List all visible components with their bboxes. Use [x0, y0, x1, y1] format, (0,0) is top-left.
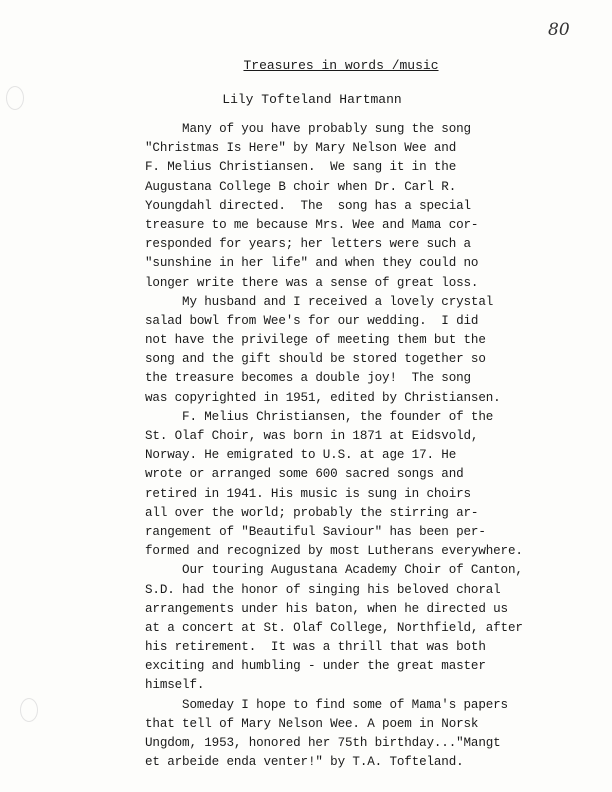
- text-line: et arbeide enda venter!" by T.A. Tofteland.: [145, 755, 464, 770]
- text-line: F. Melius Christiansen. We sang it in the: [145, 160, 457, 175]
- text-line: himself.: [145, 678, 205, 693]
- body-text: [145, 120, 600, 772]
- text-line: that tell of Mary Nelson Wee. A poem in Norsk: [145, 716, 479, 731]
- text-line: Many of you have probably sung the song: [145, 122, 471, 136]
- text-line: formed and recognized by most Lutherans everywhere.: [145, 544, 523, 559]
- text-line: "Christmas Is Here" by Mary Nelson Wee and: [145, 141, 457, 156]
- text-line: "sunshine in her life" and when they could no: [145, 256, 479, 271]
- text-line: F. Melius Christiansen, the founder of the: [145, 409, 494, 424]
- text-line: St. Olaf Choir, was born in 1871 at Eidsvold,: [145, 429, 479, 443]
- text-line: My husband and I received a lovely crystal: [145, 294, 494, 309]
- text-line: rangement of "Beautiful Saviour" has been per-: [145, 524, 486, 539]
- text-line: exciting and humbling - under the great master: [145, 659, 486, 674]
- text-line: arrangements under his baton, when he directed us: [145, 601, 508, 616]
- text-line: not have the privilege of meeting them but the: [145, 333, 486, 348]
- text-line: Someday I hope to find some of Mama's papers: [145, 697, 508, 712]
- text-line: Augustana College B choir when Dr. Carl R.: [145, 179, 457, 194]
- text-line: wrote or arranged some 600 sacred songs and: [145, 467, 464, 482]
- text-line: all over the world; probably the stirring ar-: [145, 505, 479, 520]
- text-line: Ungdom, 1953, honored her 75th birthday..."Mangt: [145, 736, 501, 750]
- text-line: Our touring Augustana Academy Choir of Canton,: [145, 563, 523, 578]
- author-name: Lily Tofteland Hartmann: [222, 92, 402, 107]
- document-title: Treasures in words /music: [243, 58, 439, 73]
- page-number: 80: [548, 20, 570, 40]
- text-line: treasure to me because Mrs. Wee and Mama cor-: [145, 217, 479, 232]
- text-line: longer write there was a sense of great loss.: [145, 275, 479, 290]
- text-line: Youngdahl directed. The song has a special: [145, 198, 471, 213]
- text-line: song and the gift should be stored together so: [145, 352, 486, 367]
- text-line: responded for years; her letters were such a: [145, 237, 471, 252]
- text-line: Norway. He emigrated to U.S. at age 17. He: [145, 448, 457, 463]
- text-line: at a concert at St. Olaf College, Northfield, after: [145, 620, 523, 635]
- text-line: the treasure becomes a double joy! The song: [145, 371, 471, 386]
- text-line: retired in 1941. His music is sung in choirs: [145, 486, 471, 501]
- punch-hole-mark: [20, 698, 38, 722]
- text-line: S.D. had the honor of singing his beloved choral: [145, 582, 501, 597]
- text-line: salad bowl from Wee's for our wedding. I did: [145, 313, 479, 328]
- text-line: his retirement. It was a thrill that was both: [145, 640, 486, 655]
- text-line: was copyrighted in 1951, edited by Christiansen.: [145, 390, 501, 405]
